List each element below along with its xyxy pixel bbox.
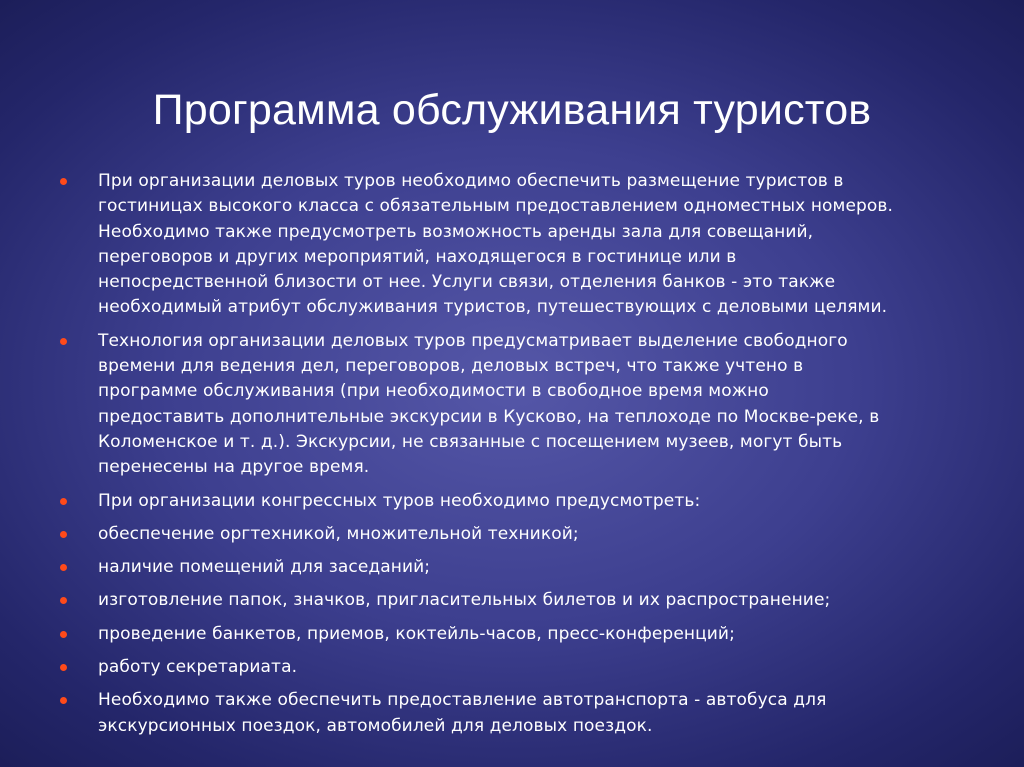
bullet-dot-icon	[60, 564, 67, 571]
bullet-text: наличие помещений для заседаний;	[98, 557, 431, 578]
bullet-dot-icon	[60, 697, 67, 704]
bullet-text: проведение банкетов, приемов, коктейль-часов, пресс-конференций;	[98, 623, 735, 644]
bullet-dot-icon	[60, 664, 67, 671]
bullet-dot-icon	[60, 531, 67, 538]
bullet-item	[60, 522, 960, 547]
bullet-item	[60, 489, 960, 514]
bullet-item	[60, 588, 960, 613]
bullet-dot-icon	[60, 597, 67, 604]
bullet-dot-icon	[60, 338, 67, 345]
bullet-item	[60, 555, 960, 580]
bullet-dot-icon	[60, 631, 67, 638]
bullet-text: При организации деловых туров необходимо обеспечить размещение туристов в гостиницах высокого класса с обязательным предоставлением одноместных номеров. Необходимо также предусмотреть возможность аренды зала для совещаний, переговоров и других мероприятий, находящегося в гостинице или в непосредственной близости от нее. Услуги связи, отделения банков - это также необходимый атрибут обслуживания туристов, путешествующих с деловыми целями.	[98, 171, 894, 318]
bullet-item	[60, 329, 960, 481]
bullet-item	[60, 655, 960, 680]
bullet-item	[60, 622, 960, 647]
bullet-text: Необходимо также обеспечить предоставление автотранспорта - автобуса для экскурсионных поездок, автомобилей для деловых поездок.	[98, 690, 827, 736]
bullet-text: обеспечение оргтехникой, множительной техникой;	[98, 523, 579, 544]
bullet-text: При организации конгрессных туров необходимо предусмотреть:	[98, 490, 701, 511]
bullet-text: Технология организации деловых туров предусматривает выделение свободного времени для ведения дел, переговоров, деловых встреч, что также учтено в программе обслуживания (при необходимости в свободное время можно предоставить дополнительные экскурсии в Кусково, на теплоходе по Москве-реке, в Коломенское и т. д.). Экскурсии, не связанные с посещением музеев, могут быть перенесены на другое время.	[98, 330, 880, 478]
slide-title: Программа обслуживания туристов	[152, 86, 872, 134]
bullet-text: работу секретариата.	[98, 657, 298, 678]
bullet-dot-icon	[60, 498, 67, 505]
bullet-list	[60, 169, 960, 747]
bullet-text: изготовление папок, значков, пригласительных билетов и их распространение;	[98, 590, 831, 611]
bullet-item	[60, 688, 960, 739]
bullet-dot-icon	[60, 178, 67, 185]
bullet-item	[60, 169, 960, 321]
